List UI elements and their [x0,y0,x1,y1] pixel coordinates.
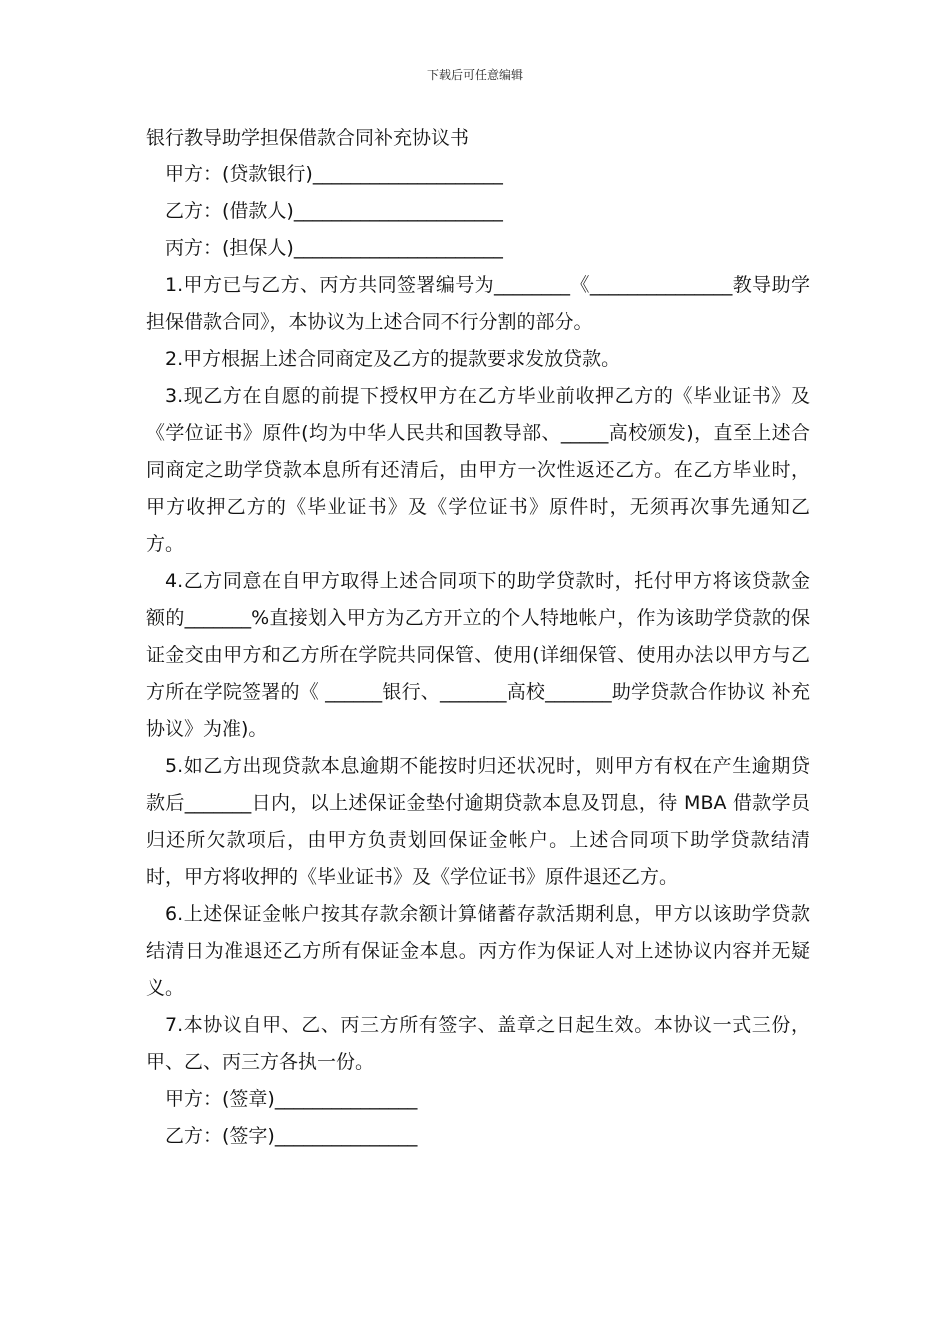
clause-5: 5.如乙方出现贷款本息逾期不能按时归还状况时，则甲方有权在产生逾期贷款后_______日内，以上述保证金垫付逾期贷款本息及罚息，待 MBA 借款学员归还所欠款项后，由甲方负责划回保证金帐户。上述合同项下助学贷款结清时，甲方将收押的《毕业证书》及《学位证书》原件退还乙方。 [146,755,810,888]
party-borrower-line: 乙方：(借款人)______________________ [165,200,503,222]
page-header: 下载后可任意编辑 [426,68,523,82]
party-lender-line: 甲方：(贷款银行)____________________ [165,163,503,185]
clause-1: 1.甲方已与乙方、丙方共同签署编号为________《_______________教导助学担保借款合同》，本协议为上述合同不行分割的部分。 [146,274,810,333]
signature-lender-line: 甲方：(签章)_______________ [165,1088,418,1110]
document-body [146,120,810,1155]
clause-6: 6.上述保证金帐户按其存款余额计算储蓄存款活期利息，甲方以该助学贷款结清日为准退还乙方所有保证金本息。丙方作为保证人对上述协议内容并无疑义。 [146,903,810,999]
signature-borrower-line: 乙方：(签字)_______________ [165,1125,418,1147]
document-title: 银行教导助学担保借款合同补充协议书 [146,127,470,149]
clause-3: 3.现乙方在自愿的前提下授权甲方在乙方毕业前收押乙方的《毕业证书》及《学位证书》原件(均为中华人民共和国教导部、_____高校颁发)，直至上述合同商定之助学贷款本息所有还清后，由甲方一次性返还乙方。在乙方毕业时，甲方收押乙方的《毕业证书》及《学位证书》原件时，无须再次事先通知乙方。 [146,385,810,555]
clause-7: 7.本协议自甲、乙、丙三方所有签字、盖章之日起生效。本协议一式三份，甲、乙、丙三方各执一份。 [146,1014,810,1073]
party-guarantor-line: 丙方：(担保人)______________________ [165,237,503,259]
clause-4: 4.乙方同意在自甲方取得上述合同项下的助学贷款时，托付甲方将该贷款金额的_______%直接划入甲方为乙方开立的个人特地帐户，作为该助学贷款的保证金交由甲方和乙方所在学院共同保管、使用(详细保管、使用办法以甲方与乙方所在学院签署的《 ______银行、_______高校_______助学贷款合作协议 补充协议》为准)。 [146,570,810,740]
clause-2: 2.甲方根据上述合同商定及乙方的提款要求发放贷款。 [165,348,621,370]
